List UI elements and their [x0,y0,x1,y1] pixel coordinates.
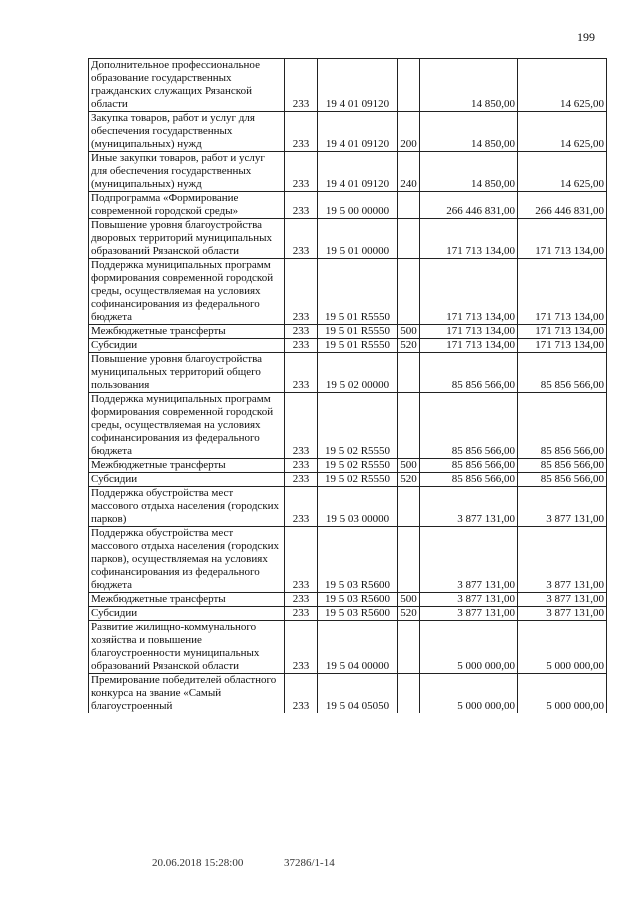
row-sum-2-cell: 5 000 000,00 [518,621,607,674]
row-target-cell: 19 5 00 00000 [318,192,398,219]
table-row [89,393,607,459]
row-target-cell: 19 5 03 R5600 [318,607,398,621]
row-sum-1-cell: 14 850,00 [420,112,518,152]
row-code-cell: 233 [285,259,318,325]
row-name-cell: Подпрограмма «Формирование современной городской среды» [89,192,285,219]
row-code-cell: 233 [285,487,318,527]
row-target-cell: 19 5 03 R5600 [318,593,398,607]
row-code-cell: 233 [285,152,318,192]
row-sum-2-cell: 85 856 566,00 [518,393,607,459]
row-code-cell: 233 [285,59,318,112]
row-target-cell: 19 5 02 R5550 [318,393,398,459]
row-sum-2-cell: 171 713 134,00 [518,259,607,325]
row-type-cell [398,487,420,527]
row-type-cell: 500 [398,593,420,607]
row-sum-1-cell: 85 856 566,00 [420,459,518,473]
row-name-cell: Иные закупки товаров, работ и услуг для обеспечения государственных (муниципальных) нужд [89,152,285,192]
row-sum-1-cell: 171 713 134,00 [420,259,518,325]
footer-doc-number: 37286/1-14 [284,857,335,869]
row-type-cell [398,393,420,459]
row-name-cell: Субсидии [89,473,285,487]
row-type-cell: 520 [398,607,420,621]
row-sum-2-cell: 3 877 131,00 [518,487,607,527]
row-type-cell [398,621,420,674]
row-code-cell: 233 [285,219,318,259]
row-name-cell: Межбюджетные трансферты [89,459,285,473]
row-sum-2-cell: 14 625,00 [518,59,607,112]
row-sum-1-cell: 171 713 134,00 [420,339,518,353]
row-type-cell [398,259,420,325]
row-code-cell: 233 [285,112,318,152]
row-name-cell: Межбюджетные трансферты [89,325,285,339]
row-sum-1-cell: 14 850,00 [420,152,518,192]
row-code-cell: 233 [285,353,318,393]
row-code-cell: 233 [285,607,318,621]
row-type-cell: 520 [398,473,420,487]
row-type-cell [398,192,420,219]
row-sum-1-cell: 3 877 131,00 [420,527,518,593]
row-name-cell: Субсидии [89,607,285,621]
table-row [89,339,607,353]
row-target-cell: 19 5 02 00000 [318,353,398,393]
row-code-cell: 233 [285,593,318,607]
row-target-cell: 19 4 01 09120 [318,59,398,112]
row-target-cell: 19 5 04 05050 [318,674,398,714]
row-sum-1-cell: 85 856 566,00 [420,473,518,487]
footer-date: 20.06.2018 15:28:00 [152,857,244,869]
row-code-cell: 233 [285,473,318,487]
row-sum-1-cell: 85 856 566,00 [420,393,518,459]
row-name-cell: Поддержка муниципальных программ формирования современной городской среды, осуществляемая на условиях софинансирования из федерального бюджета [89,393,285,459]
row-name-cell: Закупка товаров, работ и услуг для обеспечения государственных (муниципальных) нужд [89,112,285,152]
row-name-cell: Повышение уровня благоустройства муниципальных территорий общего пользования [89,353,285,393]
budget-table-body [89,59,607,714]
row-target-cell: 19 4 01 09120 [318,152,398,192]
row-sum-2-cell: 266 446 831,00 [518,192,607,219]
row-sum-1-cell: 3 877 131,00 [420,593,518,607]
table-row [89,527,607,593]
row-sum-1-cell: 5 000 000,00 [420,674,518,714]
row-name-cell: Развитие жилищно-коммунального хозяйства и повышение благоустроенности муниципальных образований Рязанской области [89,621,285,674]
row-type-cell: 520 [398,339,420,353]
row-target-cell: 19 5 02 R5550 [318,459,398,473]
row-code-cell: 233 [285,192,318,219]
row-code-cell: 233 [285,339,318,353]
row-target-cell: 19 5 01 R5550 [318,325,398,339]
row-sum-2-cell: 85 856 566,00 [518,353,607,393]
row-sum-2-cell: 14 625,00 [518,112,607,152]
row-sum-2-cell: 5 000 000,00 [518,674,607,714]
row-sum-2-cell: 3 877 131,00 [518,607,607,621]
row-type-cell: 200 [398,112,420,152]
table-row [89,59,607,112]
table-row [89,152,607,192]
table-row [89,473,607,487]
table-row [89,621,607,674]
row-sum-2-cell: 171 713 134,00 [518,339,607,353]
row-target-cell: 19 5 01 R5550 [318,339,398,353]
row-name-cell: Поддержка обустройства мест массового отдыха населения (городских парков) [89,487,285,527]
row-type-cell [398,353,420,393]
row-target-cell: 19 5 02 R5550 [318,473,398,487]
row-sum-1-cell: 3 877 131,00 [420,607,518,621]
row-target-cell: 19 5 03 00000 [318,487,398,527]
row-name-cell: Поддержка муниципальных программ формирования современной городской среды, осуществляемая на условиях софинансирования из федерального бюджета [89,259,285,325]
row-code-cell: 233 [285,325,318,339]
row-sum-1-cell: 85 856 566,00 [420,353,518,393]
row-type-cell [398,674,420,714]
row-sum-1-cell: 14 850,00 [420,59,518,112]
row-name-cell: Дополнительное профессиональное образование государственных гражданских служащих Рязанской области [89,59,285,112]
row-name-cell: Повышение уровня благоустройства дворовых территорий муниципальных образований Рязанской области [89,219,285,259]
row-sum-2-cell: 3 877 131,00 [518,593,607,607]
row-code-cell: 233 [285,674,318,714]
row-target-cell: 19 5 01 00000 [318,219,398,259]
row-target-cell: 19 5 04 00000 [318,621,398,674]
row-code-cell: 233 [285,459,318,473]
row-sum-1-cell: 3 877 131,00 [420,487,518,527]
row-sum-1-cell: 171 713 134,00 [420,219,518,259]
row-name-cell: Поддержка обустройства мест массового отдыха населения (городских парков), осуществляемая на условиях софинансирования из федерального бюджета [89,527,285,593]
table-row [89,607,607,621]
table-row [89,325,607,339]
row-target-cell: 19 5 03 R5600 [318,527,398,593]
table-row [89,459,607,473]
row-sum-2-cell: 171 713 134,00 [518,219,607,259]
row-type-cell [398,59,420,112]
table-row [89,353,607,393]
row-target-cell: 19 4 01 09120 [318,112,398,152]
row-target-cell: 19 5 01 R5550 [318,259,398,325]
row-type-cell: 500 [398,325,420,339]
row-type-cell [398,527,420,593]
table-row [89,487,607,527]
table-row [89,192,607,219]
table-row [89,259,607,325]
row-name-cell: Межбюджетные трансферты [89,593,285,607]
budget-table [88,58,607,713]
table-row [89,674,607,714]
row-sum-2-cell: 85 856 566,00 [518,473,607,487]
table-row [89,219,607,259]
row-type-cell [398,219,420,259]
row-sum-2-cell: 171 713 134,00 [518,325,607,339]
row-sum-1-cell: 5 000 000,00 [420,621,518,674]
row-code-cell: 233 [285,393,318,459]
row-sum-1-cell: 266 446 831,00 [420,192,518,219]
row-code-cell: 233 [285,621,318,674]
row-name-cell: Субсидии [89,339,285,353]
row-name-cell: Премирование победителей областного конкурса на звание «Самый благоустроенный [89,674,285,714]
table-row [89,112,607,152]
row-type-cell: 240 [398,152,420,192]
table-row [89,593,607,607]
row-sum-2-cell: 85 856 566,00 [518,459,607,473]
row-sum-2-cell: 14 625,00 [518,152,607,192]
row-sum-2-cell: 3 877 131,00 [518,527,607,593]
row-sum-1-cell: 171 713 134,00 [420,325,518,339]
row-code-cell: 233 [285,527,318,593]
page-number: 199 [577,30,595,44]
row-type-cell: 500 [398,459,420,473]
